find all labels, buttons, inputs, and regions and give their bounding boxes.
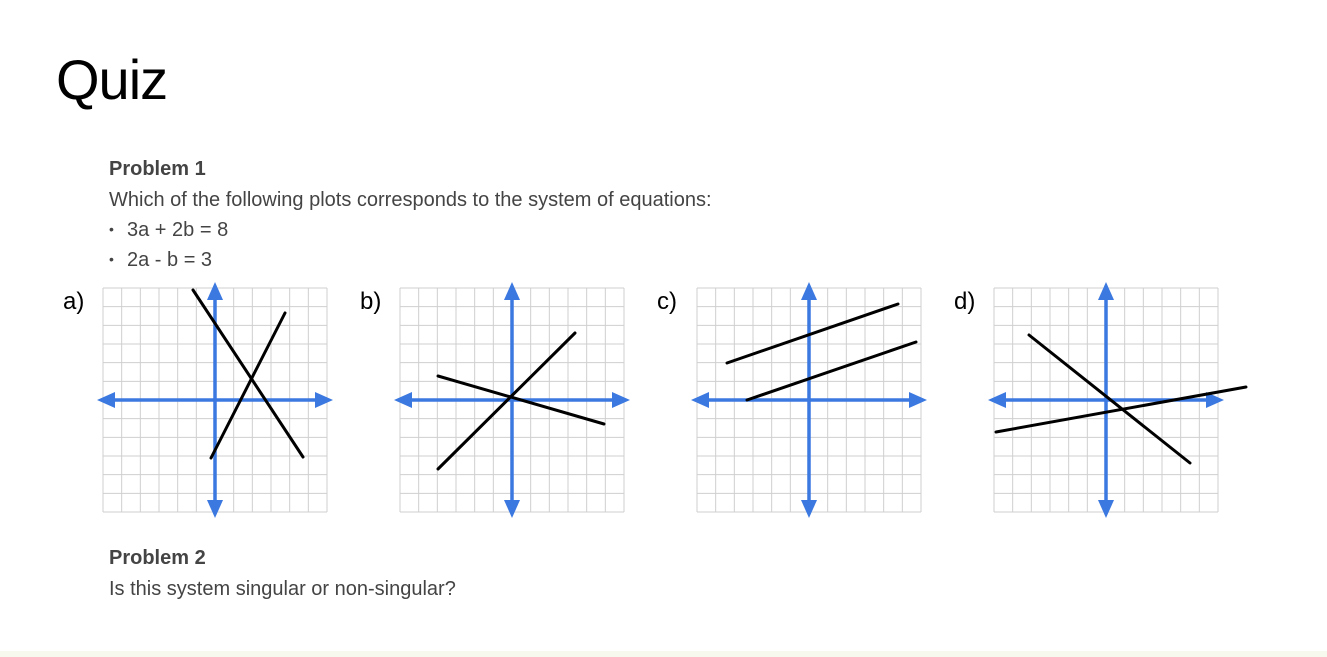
plot-d[interactable] bbox=[986, 280, 1256, 520]
problem-2-heading: Problem 2 bbox=[109, 547, 206, 569]
plot-b[interactable] bbox=[392, 280, 632, 520]
page-title: Quiz bbox=[56, 48, 168, 111]
y-axis-up-arrow bbox=[504, 282, 520, 300]
y-axis-up-arrow bbox=[801, 282, 817, 300]
x-axis-left-arrow bbox=[394, 392, 412, 408]
x-axis-left-arrow bbox=[97, 392, 115, 408]
problem-2-question: Is this system singular or non-singular? bbox=[109, 578, 456, 600]
x-axis-right-arrow bbox=[315, 392, 333, 408]
equation-2-text: 2a - b = 3 bbox=[127, 249, 213, 271]
bottom-strip bbox=[0, 651, 1327, 657]
x-axis-left-arrow bbox=[988, 392, 1006, 408]
plot-a[interactable] bbox=[95, 280, 335, 520]
y-axis-up-arrow bbox=[207, 282, 223, 300]
y-axis-up-arrow bbox=[1098, 282, 1114, 300]
option-c-label[interactable]: c) bbox=[657, 288, 677, 315]
y-axis-down-arrow bbox=[207, 500, 223, 518]
y-axis-down-arrow bbox=[801, 500, 817, 518]
problem-1-heading: Problem 1 bbox=[109, 158, 206, 180]
option-d-label[interactable]: d) bbox=[954, 288, 976, 315]
axes bbox=[97, 282, 333, 518]
plot-c[interactable] bbox=[689, 280, 929, 520]
equation-2: • 2a - b = 3 bbox=[109, 249, 213, 271]
y-axis-down-arrow bbox=[504, 500, 520, 518]
equation-1: • 3a + 2b = 8 bbox=[109, 219, 229, 241]
axes bbox=[691, 282, 927, 518]
x-axis-right-arrow bbox=[909, 392, 927, 408]
option-b-label[interactable]: b) bbox=[360, 288, 382, 315]
line-2 bbox=[747, 342, 916, 400]
equation-1-text: 3a + 2b = 8 bbox=[127, 219, 229, 241]
problem-1-question: Which of the following plots corresponds to the system of equations: bbox=[109, 189, 712, 211]
x-axis-left-arrow bbox=[691, 392, 709, 408]
axes bbox=[394, 282, 630, 518]
option-a-label[interactable]: a) bbox=[63, 288, 85, 315]
x-axis-right-arrow bbox=[612, 392, 630, 408]
line-2 bbox=[996, 387, 1246, 432]
axes bbox=[988, 282, 1224, 518]
y-axis-down-arrow bbox=[1098, 500, 1114, 518]
line-1 bbox=[193, 290, 303, 457]
